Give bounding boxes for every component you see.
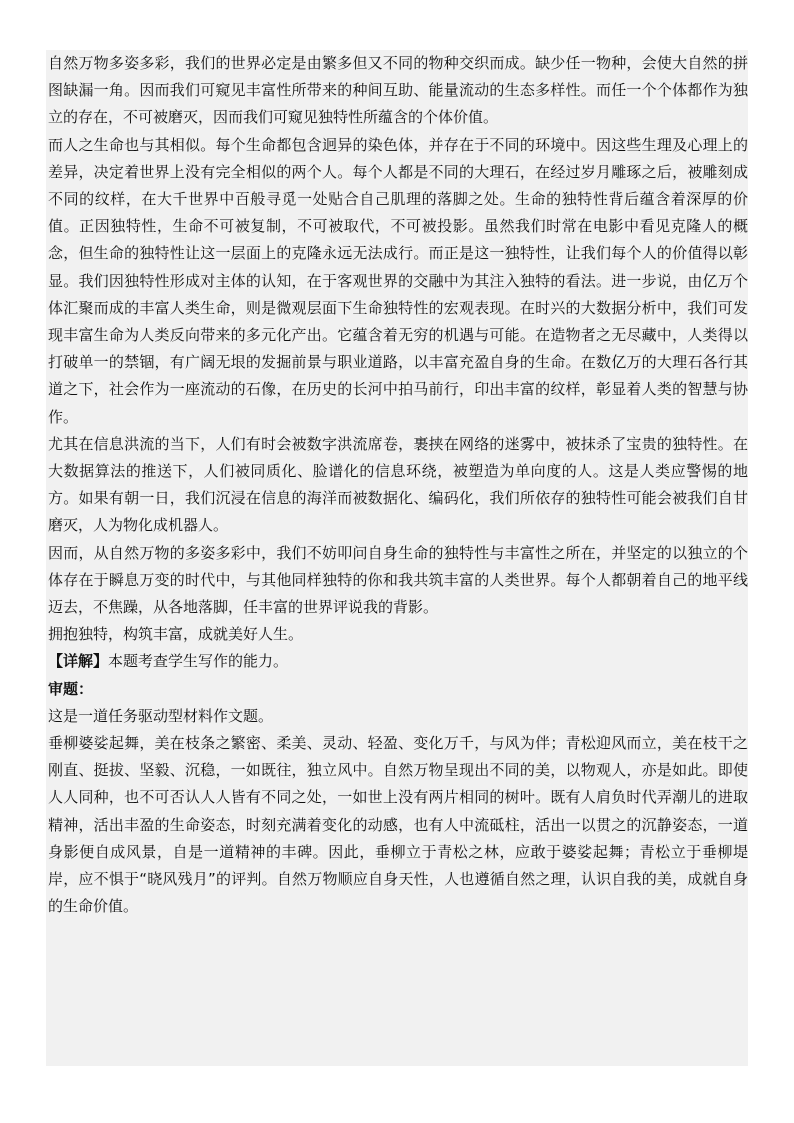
essay-closing-line: 拥抱独特，构筑丰富，成就美好人生。 — [48, 625, 304, 644]
analysis-paragraph-2: 垂柳婆娑起舞，美在枝条之繁密、柔美、灵动、轻盈、变化万千，与风为伴；青松迎风而立，美在枝干之刚直、挺拔、坚毅、沉稳，一如既往，独立风中。自然万物呈现出不同的美，以物观人，亦是如此。即使人人同种，也不可否认人人皆有不同之处，一如世上没有两片相同的树叶。既有人肩负时代弄潮儿的进取精神，活出丰盈的生命姿态，时刻充满着变化的动感，也有人中流砥柱，活出一以贯之的沉静姿态，一道身影便自成风景，自是一道精神的丰碑。因此，垂柳立于青松之林，应敢于婆娑起舞；青松立于垂柳堤岸，应不惧于“晓风残月”的评判。自然万物顺应自身天性，人也遵循自然之理，认识自我的美，成就自身的生命价值。 — [48, 734, 748, 916]
essay-paragraph-1: 自然万物多姿多彩，我们的世界必定是由繁多但又不同的物种交织而成。缺少任一物种，会使大自然的拼图缺漏一角。因而我们可窥见丰富性所带来的种间互助、能量流动的生态多样性。而任一个个体都作为独立的存在，不可被磨灭，因而我们可窥见独特性所蕴含的个体价值。 — [48, 54, 748, 127]
analysis-intro-text: 本题考查学生写作的能力。 — [108, 652, 289, 671]
essay-paragraph-4: 因而，从自然万物的多姿多彩中，我们不妨叩问自身生命的独特性与丰富性之所在，并坚定的以独立的个体存在于瞬息万变的时代中，与其他同样独特的你和我共筑丰富的人类世界。每个人都朝着自己的地平线迈去，不焦躁，从各地落脚，任丰富的世界评说我的背影。 — [48, 543, 748, 617]
essay-paragraph-2: 而人之生命也与其相似。每个生命都包含迥异的染色体，并存在于不同的环境中。因这些生理及心理上的差异，决定着世界上没有完全相似的两个人。每个人都是不同的大理石，在经过岁月雕琢之后，被雕刻成不同的纹样，在大千世界中百般寻觅一处贴合自己肌理的落脚之处。生命的独特性背后蕴含着深厚的价值。正因独特性，生命不可被复制，不可被取代，不可被投影。虽然我们时常在电影中看见克隆人的概念，但生命的独特性让这一层面上的克隆永远无法成行。而正是这一独特性，让我们每个人的价值得以彰显。我们因独特性形成对主体的认知，在于客观世界的交融中为其注入独特的看法。进一步说，由亿万个体汇聚而成的丰富人类生命，则是微观层面下生命独特性的宏观表现。在时兴的大数据分析中，我们可发现丰富生命为人类反向带来的多元化产出。它蕴含着无穷的机遇与可能。在造物者之无尽藏中，人类得以打破单一的禁锢，有广阔无垠的发掘前景与职业道路，以丰富充盈自身的生命。在数亿万的大理石各行其道之下，社会作为一座流动的石像，在历史的长河中拍马前行，印出丰富的纹样，彰显着人类的智慧与协作。 — [48, 135, 748, 426]
analysis-heading: 审题： — [48, 679, 94, 698]
analysis-tag: 【详解】 — [48, 652, 109, 671]
analysis-intro — [48, 648, 748, 675]
document-page — [46, 50, 748, 1066]
document-body — [48, 50, 748, 921]
analysis-paragraph-1: 这是一道任务驱动型材料作文题。 — [48, 706, 274, 725]
essay-paragraph-3: 尤其在信息洪流的当下，人们有时会被数字洪流席卷，裹挟在网络的迷雾中，被抹杀了宝贵的独特性。在大数据算法的推送下，人们被同质化、脸谱化的信息环绕，被塑造为单向度的人。这是人类应警惕的地方。如果有朝一日，我们沉浸在信息的海洋而被数据化、编码化，我们所依存的独特性可能会被我们自甘磨灭，人为物化成机器人。 — [48, 434, 748, 535]
